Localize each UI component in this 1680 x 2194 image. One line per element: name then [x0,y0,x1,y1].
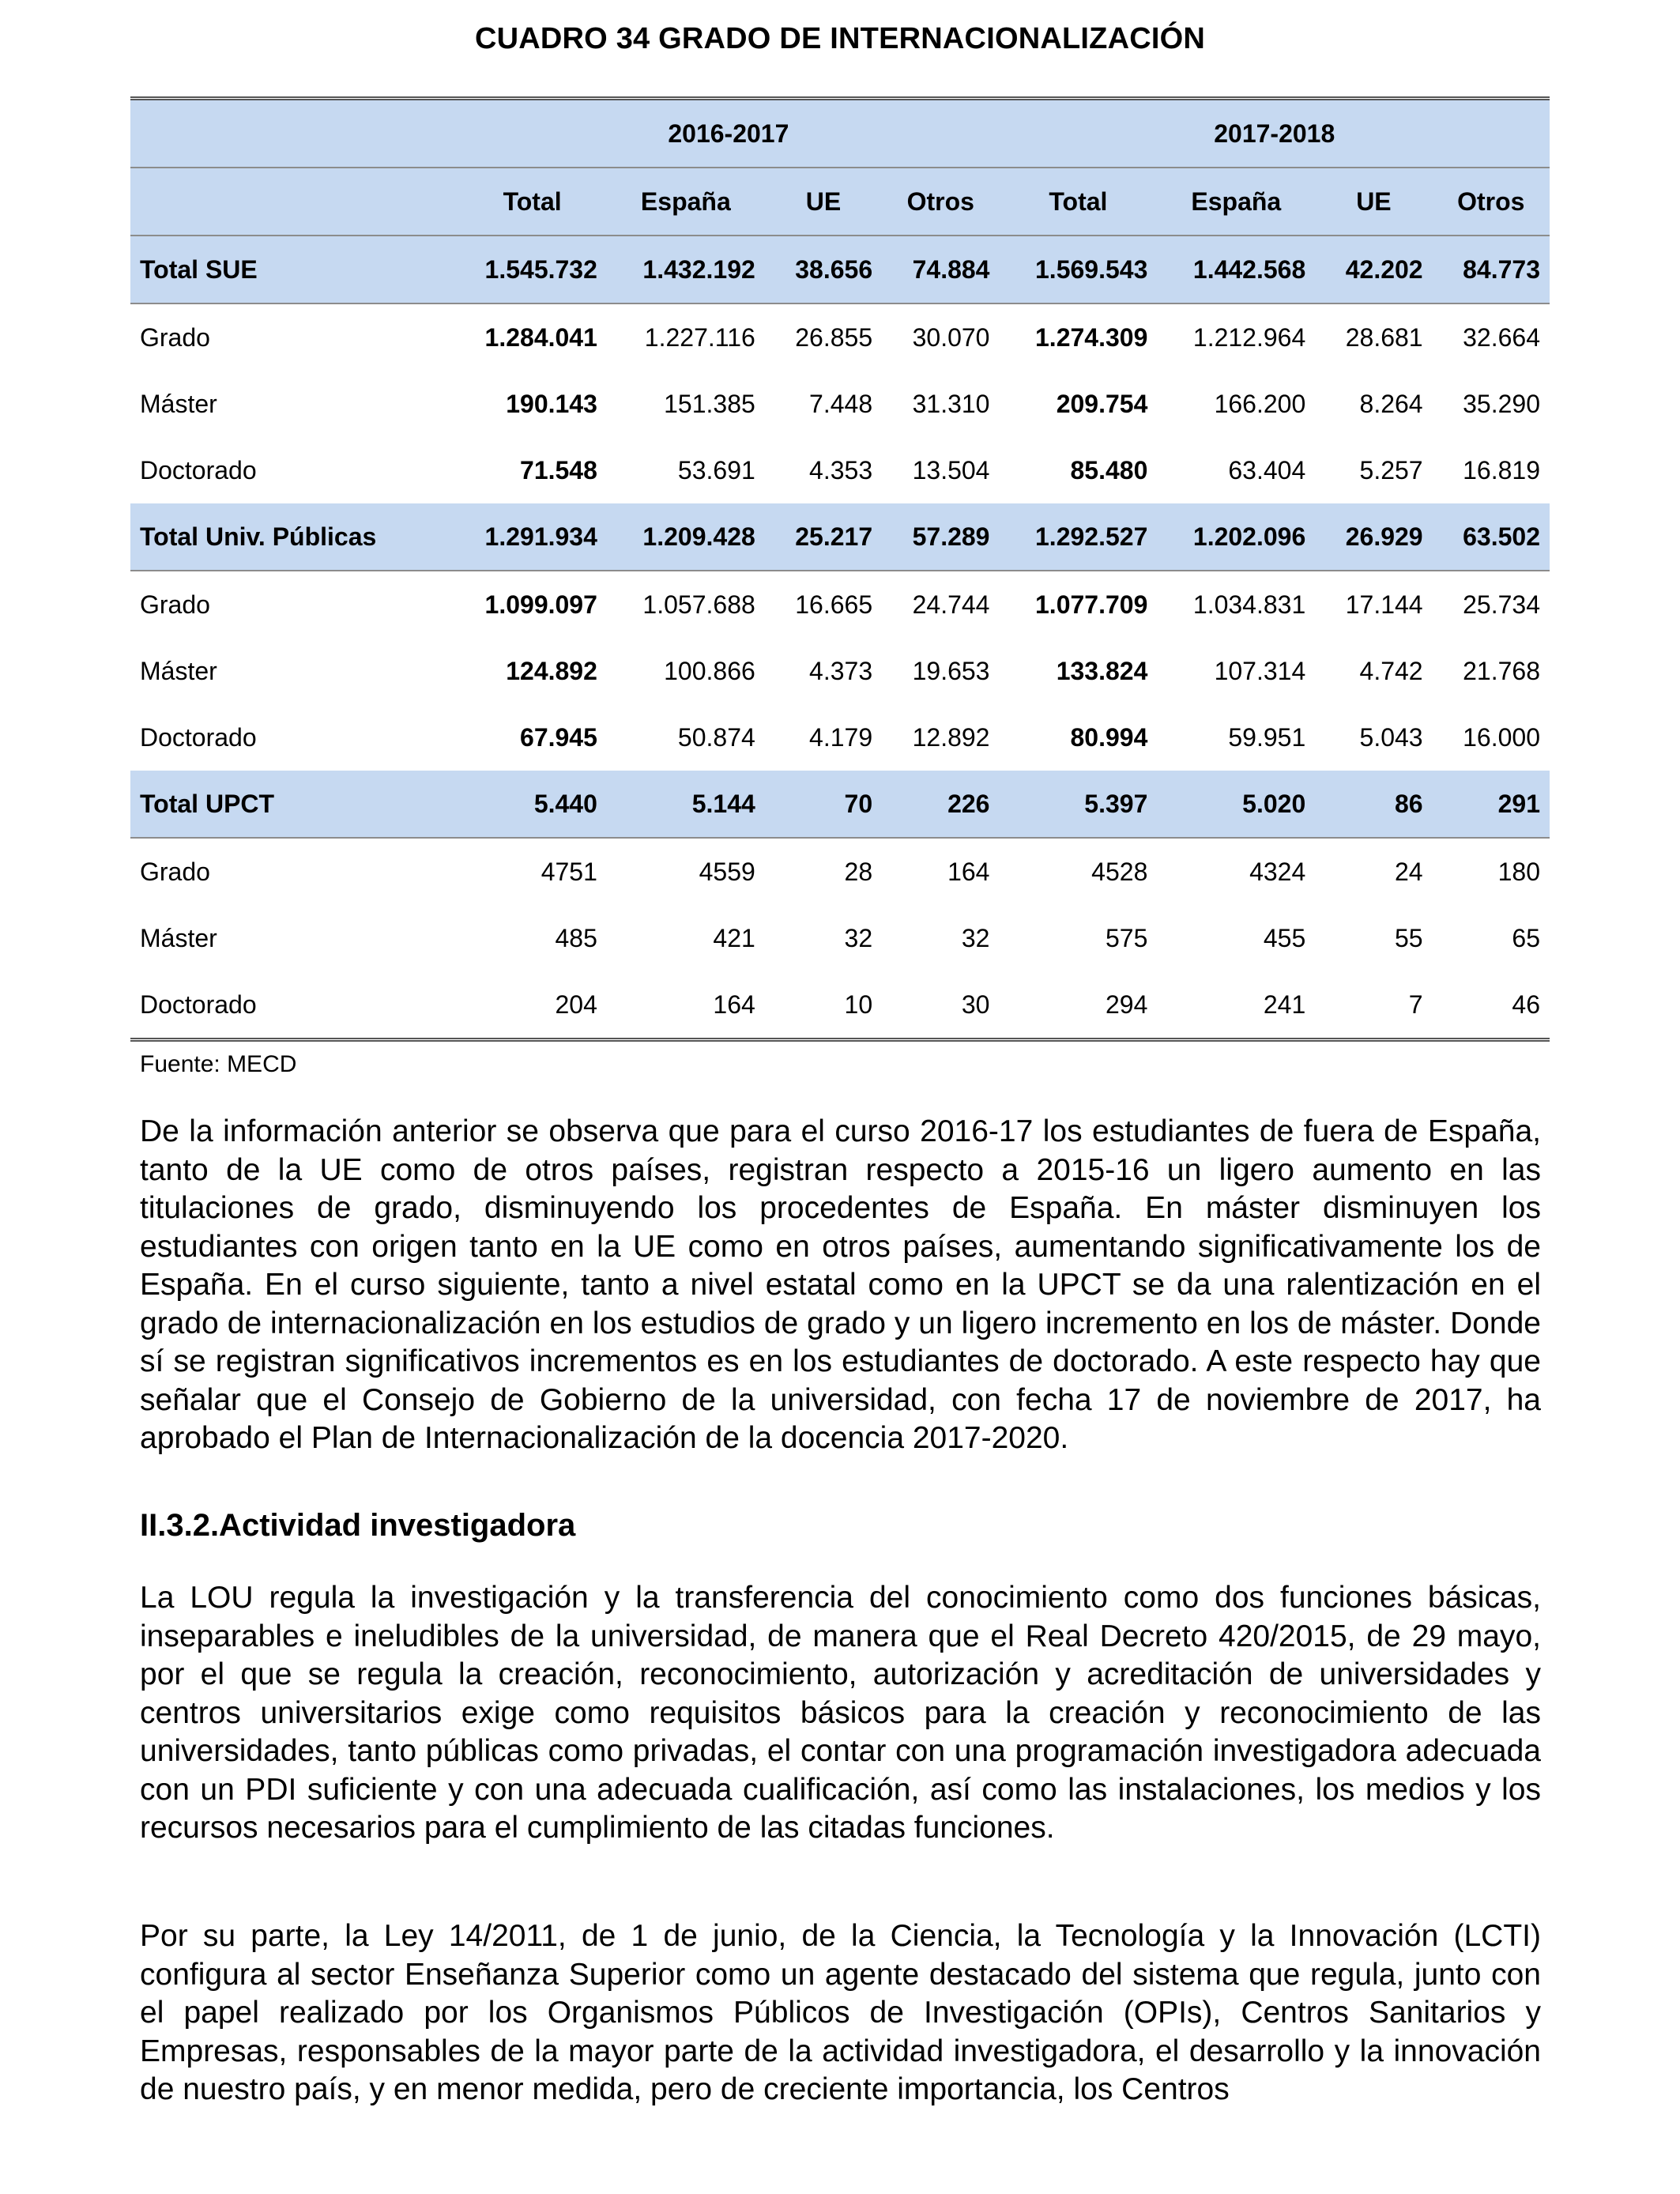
table-cell: 291 [1433,771,1550,838]
row-label: Máster [140,923,217,952]
row-label: Máster [140,656,217,685]
total-row [130,771,1550,838]
table-row [130,905,1550,971]
table-cell: 7.448 [809,389,873,418]
table-cell: 17.144 [1345,590,1423,619]
table-title: CUADRO 34 GRADO DE INTERNACIONALIZACIÓN [474,22,1206,55]
table-cell: 1.291.934 [458,503,607,571]
table-cell: 4751 [541,857,597,886]
table-cell: 30 [961,990,990,1019]
column-header: España [607,168,765,236]
column-header: UE [1315,168,1432,236]
paragraph-lcti: Por su parte, la Ley 14/2011, de 1 de junio, de la Ciencia, la Tecnología y la Innovación (LCTI) configura al sector Enseñanza Superior como un agente destacado del sistema que regula, junto con el papel realizado por los Organismos Públicos de Investigación (OPIs), Centros Sanitarios y Empresas, responsables de la mayor parte de la actividad investigadora, el desarrollo y la innovación de nuestro país, y en menor medida, pero de creciente importancia, los Centros [140,1919,1541,2106]
column-header: Total [458,168,607,236]
row-label: Doctorado [140,722,257,752]
table-cell: 4.373 [809,656,873,685]
table-cell: 32.664 [1463,322,1540,352]
row-label: Máster [140,389,217,418]
table-cell: 26.855 [795,322,873,352]
table-cell: 180 [1497,857,1540,886]
column-header: Total [999,168,1157,236]
table-row [130,437,1550,503]
table-cell: 10 [844,990,873,1019]
table-cell: 26.929 [1315,503,1432,571]
table-cell: 5.440 [458,771,607,838]
table-cell: 226 [882,771,999,838]
table-cell: 164 [947,857,990,886]
table-row [130,704,1550,771]
table-cell: 1.545.732 [458,236,607,303]
header-empty-cell [130,99,458,168]
table-cell: 16.000 [1463,722,1540,752]
row-label: Grado [140,857,210,886]
table-cell: 190.143 [506,389,597,418]
table-cell: 4528 [1091,857,1148,886]
row-label: Total Univ. Públicas [130,503,458,571]
year-header: 2016-2017 [458,99,999,168]
column-header: España [1157,168,1315,236]
table-cell: 5.397 [999,771,1157,838]
table-row [130,371,1550,437]
table-cell: 12.892 [912,722,990,752]
table-body [130,99,1550,1040]
table-cell: 1.209.428 [607,503,765,571]
table-cell: 1.202.096 [1157,503,1315,571]
table-cell: 133.824 [1056,656,1148,685]
table-cell: 19.653 [912,656,990,685]
row-label: Total SUE [130,236,458,303]
table-cell: 1.057.688 [642,590,755,619]
column-header-row [130,168,1550,236]
table-cell: 25.217 [765,503,882,571]
table-cell: 5.257 [1359,455,1423,484]
table-cell: 63.404 [1228,455,1306,484]
table-cell: 28 [844,857,873,886]
table-cell: 57.289 [882,503,999,571]
table-cell: 4.179 [809,722,873,752]
table-cell: 4.742 [1359,656,1423,685]
table-cell: 455 [1263,923,1306,952]
table-cell: 5.144 [607,771,765,838]
section-heading: II.3.2.Actividad investigadora [140,1508,576,1543]
table-cell: 30.070 [912,322,990,352]
table-cell: 32 [961,923,990,952]
table-cell: 80.994 [1070,722,1148,752]
table-cell: 24 [1395,857,1423,886]
table-cell: 25.734 [1463,590,1540,619]
table-cell: 50.874 [677,722,755,752]
table-cell: 7 [1408,990,1423,1019]
table-cell: 4559 [699,857,755,886]
header-empty-cell [130,168,458,236]
table-cell: 1.432.192 [607,236,765,303]
table-cell: 485 [555,923,597,952]
table-cell: 5.043 [1359,722,1423,752]
table-cell: 4324 [1249,857,1306,886]
column-header: Otros [1433,168,1550,236]
table-cell: 16.665 [795,590,873,619]
table-cell: 86 [1315,771,1432,838]
table-cell: 65 [1512,923,1540,952]
table-cell: 1.442.568 [1157,236,1315,303]
year-header: 2017-2018 [999,99,1550,168]
table-cell: 1.569.543 [999,236,1157,303]
table-cell: 59.951 [1228,722,1306,752]
table-cell: 209.754 [1056,389,1148,418]
table-cell: 28.681 [1345,322,1423,352]
row-label: Grado [140,590,210,619]
table-cell: 124.892 [506,656,597,685]
table-source: Fuente: MECD [140,1051,297,1077]
row-label: Total UPCT [130,771,458,838]
table-cell: 13.504 [912,455,990,484]
table-cell: 85.480 [1070,455,1148,484]
table-cell: 107.314 [1214,656,1306,685]
table-cell: 1.227.116 [644,322,755,352]
table-row [130,638,1550,704]
table-cell: 67.945 [520,722,597,752]
total-row [130,503,1550,571]
table-cell: 4.353 [809,455,873,484]
table-row [130,571,1550,638]
table-row [130,303,1550,371]
table-cell: 575 [1105,923,1148,952]
table-cell: 204 [555,990,597,1019]
table-cell: 38.656 [765,236,882,303]
paragraph-lou: La LOU regula la investigación y la transferencia del conocimiento como dos funciones básicas, inseparables e ineludibles de la universidad, de manera que el Real Decreto 420/2015, de 29 mayo, por el que se regula la creación, reconocimiento, autorización y acreditación de universidades y centros universitarios exige como requisitos básicos para la creación y reconocimiento de las universidades, tanto públicas como privadas, el contar con una programación investigadora adecuada con un PDI suficiente y con una adecuada cualificación, así como las instalaciones, los medios y los recursos necesarios para el cumplimiento de las citadas funciones. [140,1581,1541,1845]
table-cell: 8.264 [1359,389,1423,418]
table-cell: 100.866 [664,656,755,685]
table-cell: 1.077.709 [1035,590,1148,619]
year-header-row [130,99,1550,168]
column-header: Otros [882,168,999,236]
table-cell: 55 [1395,923,1423,952]
table-cell: 63.502 [1433,503,1550,571]
total-row [130,236,1550,303]
table-cell: 1.034.831 [1192,590,1306,619]
row-label: Grado [140,322,210,352]
table-cell: 1.292.527 [999,503,1157,571]
table-cell: 71.548 [520,455,597,484]
table-cell: 1.284.041 [484,322,597,352]
table-cell: 24.744 [912,590,990,619]
row-label: Doctorado [140,455,257,484]
table-cell: 21.768 [1463,656,1540,685]
table-cell: 1.274.309 [1035,322,1148,352]
table-cell: 241 [1263,990,1306,1019]
column-header: UE [765,168,882,236]
table-cell: 1.099.097 [484,590,597,619]
row-label: Doctorado [140,990,257,1019]
table-cell: 166.200 [1214,389,1306,418]
table-cell: 164 [713,990,755,1019]
table-cell: 1.212.964 [1192,322,1306,352]
internationalization-table [130,96,1550,1042]
paragraph-internationalization: De la información anterior se observa que para el curso 2016-17 los estudiantes de fuera de España, tanto de la UE como de otros países, registran respecto a 2015-16 un ligero aumento en las titulaciones de grado, disminuyendo los procedentes de España. En máster disminuyen los estudiantes con origen tanto en la UE como en otros países, aumentando significativamente los de España. En el curso siguiente, tanto a nivel estatal como en la UPCT se da una ralentización en el grado de internacionalización en los estudios de grado y un ligero incremento en los de máster. Donde sí se registran significativos incrementos es en los estudiantes de doctorado. A este respecto hay que señalar que el Consejo de Gobierno de la universidad, con fecha 17 de noviembre de 2017, ha aprobado el Plan de Internacionalización de la docencia 2017-2020. [140,1114,1541,1455]
table-cell: 151.385 [664,389,755,418]
table-cell: 46 [1512,990,1540,1019]
table-cell: 74.884 [882,236,999,303]
table-cell: 42.202 [1315,236,1432,303]
table-cell: 421 [713,923,755,952]
table-cell: 31.310 [912,389,990,418]
table-cell: 32 [844,923,873,952]
table-cell: 70 [765,771,882,838]
table-cell: 5.020 [1157,771,1315,838]
table-cell: 84.773 [1433,236,1550,303]
table-row [130,971,1550,1040]
table-cell: 35.290 [1463,389,1540,418]
table-cell: 294 [1105,990,1148,1019]
table-cell: 53.691 [677,455,755,484]
table-cell: 16.819 [1463,455,1540,484]
table-row [130,838,1550,905]
